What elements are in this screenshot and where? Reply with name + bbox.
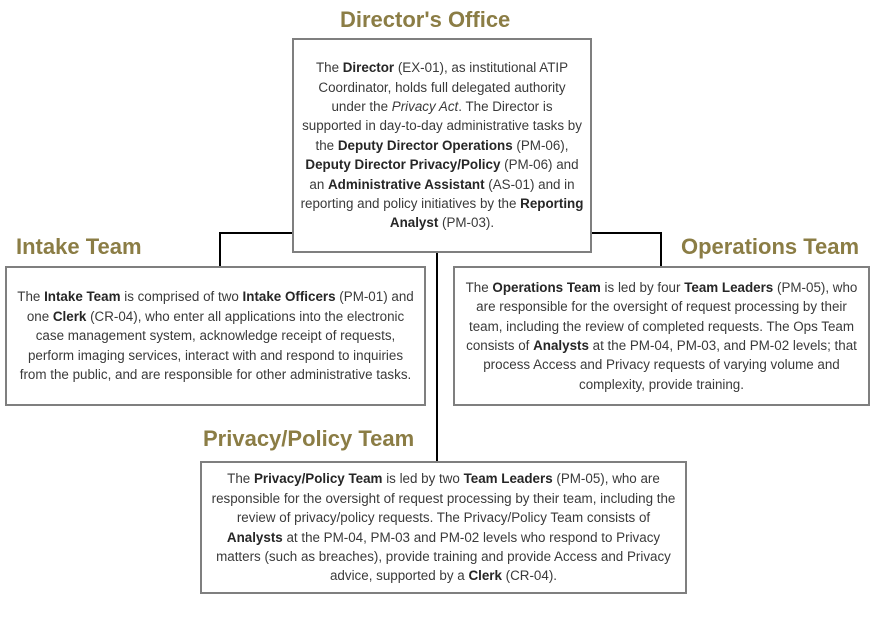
privacy-policy-team-description: The Privacy/Policy Team is led by two Team Leaders (PM-05), who are responsible for the oversight of request processing by their team, including the review of privacy/policy requests. The Privacy/Policy Team consists of Analysts at the PM-04, PM-03 and PM-02 levels who respond to Privacy matters (such as breaches), provide training and provide Access and Privacy advice, supported by a Clerk (CR-04). — [211, 471, 676, 584]
edge-director-operations-vertical — [660, 232, 662, 268]
edge-director-intake-horizontal — [220, 232, 292, 234]
operations-team-description: The Operations Team is led by four Team Leaders (PM-05), who are responsible for the oversight of request processing by their team, including the review of completed requests. The Ops Team consists of Analysts at the PM-04, PM-03, and PM-02 levels; that process Access and Privacy requests of varying volume and complexity, provide training. — [465, 279, 858, 392]
role-name: Operations Team — [492, 279, 601, 295]
role-name: Analysts — [226, 529, 283, 545]
role-name: Team Leaders — [463, 471, 553, 487]
director-office-heading: Director's Office — [340, 7, 511, 32]
role-name: Reporting Analyst — [389, 196, 584, 231]
role-name: Intake Team — [44, 289, 121, 305]
role-name: Deputy Director Operations — [337, 137, 513, 153]
role-name: Clerk — [52, 308, 87, 324]
intake-team-heading: Intake Team — [16, 234, 142, 259]
edge-director-intake-vertical — [219, 232, 221, 268]
role-name: Clerk — [468, 568, 502, 584]
act-title: Privacy Act — [391, 98, 459, 114]
role-name: Privacy/Policy Team — [253, 471, 383, 487]
director-office-box — [292, 38, 592, 253]
operations-team-heading: Operations Team — [681, 234, 860, 259]
role-name: Intake Officers — [242, 289, 336, 305]
role-name: Administrative Assistant — [328, 176, 485, 192]
role-name: Director — [342, 60, 395, 76]
intake-team-box — [5, 266, 426, 406]
operations-team-box — [453, 266, 870, 406]
role-name: Analysts — [533, 338, 589, 353]
privacy-policy-team-heading: Privacy/Policy Team — [203, 426, 415, 451]
role-name: Team Leaders — [684, 279, 774, 295]
role-name: Deputy Director Privacy/Policy — [305, 157, 501, 173]
intake-team-description: The Intake Team is comprised of two Intake Officers (PM-01) and one Clerk (CR-04), who enter all applications into the electronic case management system, acknowledge receipt of requests, perform imaging services, interact with and respond to inquiries from the public, and are responsible for other administrative tasks. — [17, 289, 414, 383]
edge-director-operations-horizontal — [591, 232, 662, 234]
privacy-policy-team-box — [200, 461, 687, 594]
edge-director-privacy-vertical — [436, 252, 438, 462]
director-office-description: The Director (EX-01), as institutional ATIP Coordinator, holds full delegated authority under the Privacy Act. The Director is supported in day-to-day administrative tasks by the Deputy Director Operations (PM-06), Deputy Director Privacy/Policy (PM-06) and an Administrative Assistant (AS-01) and in reporting and policy initiatives by the Reporting Analyst (PM-03). — [300, 60, 584, 231]
